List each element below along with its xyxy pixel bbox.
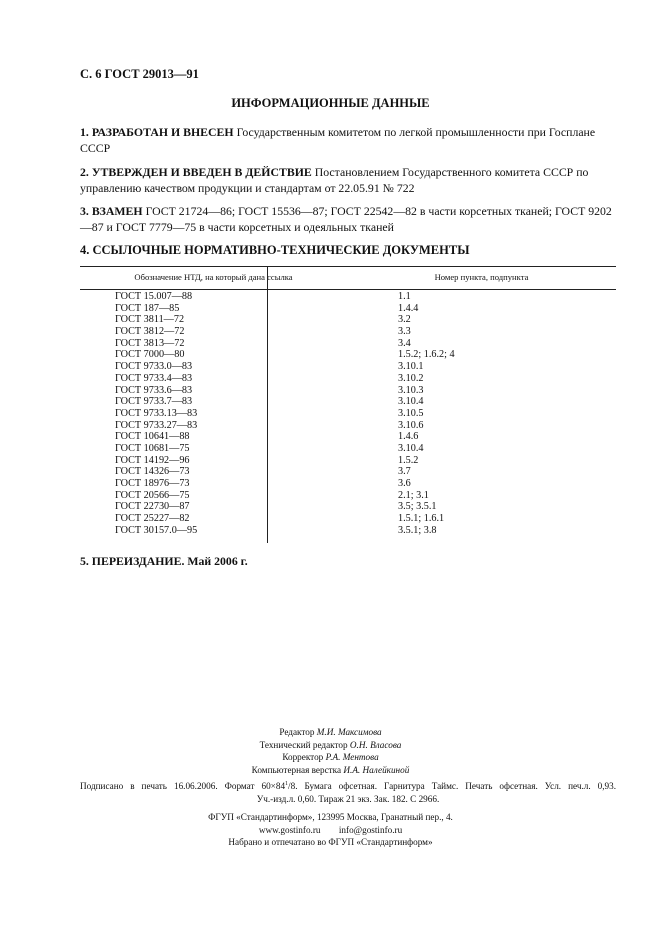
item-text: Государственным комитетом по легкой промышленности при Госплане СССР: [80, 125, 596, 155]
credit-layout: Компьютерная верстка И.А. Налейкиной: [251, 764, 410, 775]
row-clause: 3.10.2: [398, 372, 424, 384]
row-clause: 3.4: [398, 337, 411, 349]
row-document: ГОСТ 25227—82: [115, 513, 190, 525]
table-row: [80, 361, 616, 373]
table-body: [80, 291, 616, 536]
item-bold-lead: УТВЕРЖДЕН И ВВЕДЕН В ДЕЙСТВИЕ: [91, 165, 312, 179]
item-text: ГОСТ 21724—86; ГОСТ 15536—87; ГОСТ 22542—82 в части корсетных тканей; ГОСТ 9202—87 и ГОСТ 7779—75 в части корсетных и одеяльных тканей: [80, 204, 612, 234]
printer-note: Набрано и отпечатано во ФГУП «Стандартинформ»: [228, 837, 433, 847]
item-number: 1.: [80, 125, 89, 139]
row-clause: 1.4.4: [398, 302, 419, 314]
table-row: [80, 326, 616, 338]
row-document: ГОСТ 14192—96: [115, 454, 190, 466]
row-document: ГОСТ 15.007—88: [115, 291, 193, 302]
table-row: [80, 501, 616, 513]
table-row: [80, 314, 616, 326]
row-document: ГОСТ 9733.7—83: [115, 396, 193, 408]
row-clause: 3.5; 3.5.1: [398, 501, 437, 513]
table-row: [80, 396, 616, 408]
publisher-footer: [0, 811, 661, 849]
item-number: 2.: [80, 165, 89, 179]
row-document: ГОСТ 10641—88: [115, 431, 190, 443]
table-row: [80, 291, 616, 303]
print-run-line: Уч.-изд.л. 0,60. Тираж 21 экз. Зак. 182. С 2966.: [256, 793, 440, 804]
section-title: ИНФОРМАЦИОННЫЕ ДАННЫЕ: [231, 96, 430, 110]
column-header-clause: Номер пункта, подпункта: [434, 272, 529, 282]
row-document: ГОСТ 22730—87: [115, 501, 190, 513]
row-document: ГОСТ 18976—73: [115, 478, 190, 489]
row-document: ГОСТ 3812—72: [115, 326, 185, 338]
row-document: ГОСТ 3811—72: [115, 314, 185, 326]
row-clause: 3.10.3: [398, 384, 424, 396]
table-row: [80, 349, 616, 361]
table-row: [80, 338, 616, 350]
row-document: ГОСТ 9733.13—83: [115, 407, 198, 419]
row-clause: 1.1: [398, 291, 411, 302]
row-document: ГОСТ 9733.27—83: [115, 419, 198, 431]
column-header-document: Обозначение НТД, на который дана ссылка: [134, 272, 293, 282]
row-clause: 1.5.2; 1.6.2; 4: [398, 349, 455, 361]
row-clause: 3.10.4: [398, 442, 424, 454]
row-document: ГОСТ 7000—80: [115, 349, 185, 361]
row-document: ГОСТ 9733.4—83: [115, 372, 193, 384]
credit-editor: Редактор М.И. Максимова: [279, 727, 382, 737]
row-clause: 3.2: [398, 314, 411, 326]
row-clause: 3.10.4: [398, 396, 424, 408]
references-heading: 4. ССЫЛОЧНЫЕ НОРМАТИВНО-ТЕХНИЧЕСКИЕ ДОКУМЕНТЫ: [80, 243, 470, 257]
row-document: ГОСТ 9733.0—83: [115, 361, 193, 373]
publication-details: [80, 780, 616, 805]
row-document: ГОСТ 3813—72: [115, 337, 185, 349]
table-row: [80, 455, 616, 467]
row-clause: 1.5.1; 1.6.1: [398, 513, 445, 525]
table-row: [80, 443, 616, 455]
item-bold-lead: РАЗРАБОТАН И ВНЕСЕН: [91, 125, 234, 139]
table-row: [80, 525, 616, 537]
references-table: [80, 266, 616, 536]
row-clause: 2.1; 3.1: [398, 489, 429, 501]
info-item-5: 5. ПЕРЕИЗДАНИЕ. Май 2006 г.: [80, 554, 248, 568]
item-number: 3.: [80, 204, 89, 218]
row-clause: 3.6: [398, 478, 411, 489]
table-row: [80, 385, 616, 397]
row-document: ГОСТ 187—85: [115, 302, 180, 314]
info-item-2: [80, 164, 616, 196]
table-row: [80, 373, 616, 385]
print-specs-line: Подписано в печать 16.06.2006. Формат $60\times 84^1/8$. Бумага офсетная. Гарнитура Таймс. Печать офсетная. Усл. печ.л. 0,93.: [80, 780, 616, 791]
row-document: ГОСТ 14326—73: [115, 466, 190, 478]
item-text: Постановлением Государственного комитета СССР по управлению качеством продукции и стандартам от 22.05.91 № 722: [80, 165, 589, 195]
table-row: [80, 478, 616, 490]
credits-block: [0, 726, 661, 776]
running-head: С. 6 ГОСТ 29013—91: [80, 67, 199, 81]
info-item-3: [80, 203, 616, 235]
credit-tech-editor: Технический редактор О.Н. Власова: [259, 739, 402, 750]
row-document: ГОСТ 10681—75: [115, 442, 190, 454]
row-clause: 1.4.6: [398, 431, 419, 443]
table-row: [80, 490, 616, 502]
row-clause: 3.10.6: [398, 419, 424, 431]
publisher-address: ФГУП «Стандартинформ», 123995 Москва, Гранатный пер., 4.: [208, 812, 453, 822]
table-row: [80, 431, 616, 443]
row-clause: 3.5.1; 3.8: [398, 524, 437, 536]
publisher-contacts: www.gostinfo.ru info@gostinfo.ru: [258, 824, 403, 835]
table-row: [80, 408, 616, 420]
table-row: [80, 420, 616, 432]
row-clause: 3.10.5: [398, 407, 424, 419]
table-row: [80, 466, 616, 478]
table-row: [80, 303, 616, 315]
row-clause: 3.10.1: [398, 361, 424, 373]
info-item-1: [80, 124, 616, 156]
row-clause: 3.3: [398, 326, 411, 338]
row-clause: 1.5.2: [398, 454, 419, 466]
row-document: ГОСТ 20566—75: [115, 489, 190, 501]
row-clause: 3.7: [398, 466, 411, 478]
item-bold-lead: ВЗАМЕН: [91, 204, 143, 218]
table-header: [80, 266, 616, 290]
table-row: [80, 513, 616, 525]
row-document: ГОСТ 30157.0—95: [115, 524, 198, 536]
row-document: ГОСТ 9733.6—83: [115, 384, 193, 396]
credit-corrector: Корректор Р.А. Ментова: [282, 752, 379, 762]
